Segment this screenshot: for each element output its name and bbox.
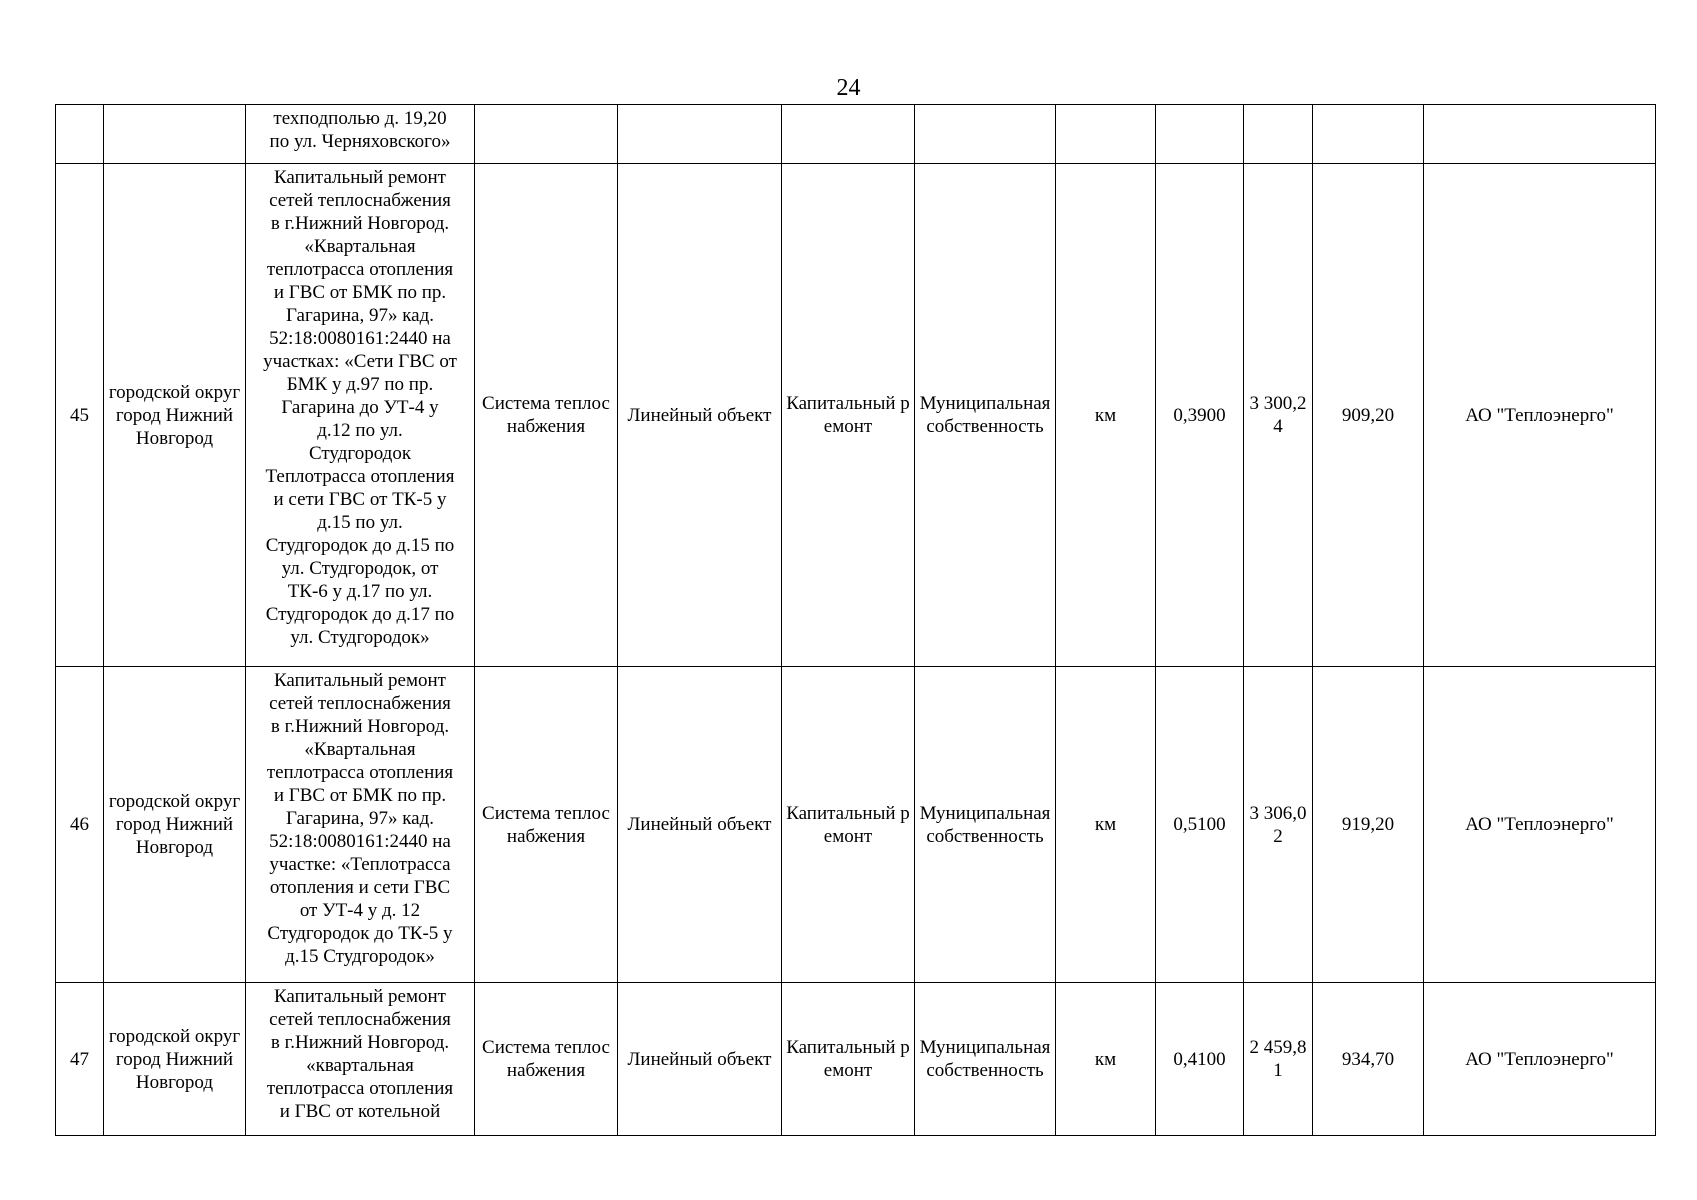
system-cell: Система теплоснабжения (475, 983, 618, 1136)
table-row (56, 667, 1656, 983)
object-name-line: Гагарина до УТ-4 у (281, 397, 439, 418)
object-name-line: д.15 Студгородок» (285, 946, 435, 967)
territory-cell (104, 105, 246, 164)
projects-table (55, 104, 1656, 1136)
object-name-line: сетей теплоснабжения (269, 190, 451, 211)
object-name-line: и ГВС от БМК по пр. (273, 282, 447, 303)
executor-cell: АО "Теплоэнерго" (1424, 983, 1656, 1136)
territory-cell: городской округ город Нижний Новгород (104, 667, 246, 983)
object-name-line: «Квартальная (304, 739, 416, 760)
ownership-cell: Муниципальная собственность (915, 164, 1056, 667)
cost-cell: 3 300,24 (1244, 164, 1313, 667)
length-cell: 0,3900 (1156, 164, 1244, 667)
row-number: 46 (56, 667, 104, 983)
row-number: 47 (56, 983, 104, 1136)
ownership-cell: Муниципальная собственность (915, 667, 1056, 983)
object-name-line: участках: «Сети ГВС от (263, 351, 457, 372)
object-name-line: в г.Нижний Новгород. (270, 213, 450, 234)
object-type-cell: Линейный объект (618, 164, 782, 667)
unit-cell (1056, 105, 1156, 164)
object-name-line: 52:18:0080161:2440 на (269, 328, 451, 349)
table-row (56, 164, 1656, 667)
length-cell: 0,4100 (1156, 983, 1244, 1136)
row-number (56, 105, 104, 164)
executor-cell (1424, 105, 1656, 164)
object-name-line: д.15 по ул. (317, 512, 403, 533)
object-name-line: Капитальный ремонт (273, 986, 446, 1007)
object-name-line: БМК у д.97 по пр. (286, 374, 434, 395)
object-name-line: техподполью д. 19,20 (273, 108, 447, 129)
work-type-cell: Капитальный ремонт (782, 667, 915, 983)
length-cell: 0,5100 (1156, 667, 1244, 983)
object-name-line: и ГВС от БМК по пр. (273, 785, 447, 806)
object-name-line: «квартальная (306, 1055, 414, 1076)
object-name-line: участке: «Теплотрасса (269, 854, 451, 875)
system-cell: Система теплоснабжения (475, 667, 618, 983)
object-name-line: Студгородок до д.15 по (265, 535, 455, 556)
object-name-line: от УТ-4 у д. 12 (299, 900, 421, 921)
object-name-line: Капитальный ремонт (273, 167, 446, 188)
length-cell (1156, 105, 1244, 164)
object-name-line: теплотрасса отопления (266, 1078, 454, 1099)
object-type-cell: Линейный объект (618, 667, 782, 983)
object-name-line: Студгородок до ТК-5 у (267, 923, 453, 944)
row-number: 45 (56, 164, 104, 667)
cost-per-unit-cell: 919,20 (1313, 667, 1424, 983)
object-name-line: «Квартальная (304, 236, 416, 257)
object-name-line: Студгородок до д.17 по (265, 604, 455, 625)
object-name-line: сетей теплоснабжения (269, 693, 451, 714)
cost-per-unit-cell (1313, 105, 1424, 164)
page-number: 24 (836, 75, 861, 101)
table-body (56, 105, 1656, 1136)
cost-cell: 2 459,81 (1244, 983, 1313, 1136)
work-type-cell: Капитальный ремонт (782, 164, 915, 667)
ownership-cell: Муниципальная собственность (915, 983, 1056, 1136)
object-name-line: Студгородок (308, 443, 412, 464)
object-name-line: сетей теплоснабжения (269, 1009, 451, 1030)
object-name-line: Капитальный ремонт (273, 670, 446, 691)
object-type-cell: Линейный объект (618, 983, 782, 1136)
cost-per-unit-cell: 909,20 (1313, 164, 1424, 667)
work-type-cell (782, 105, 915, 164)
object-type-cell (618, 105, 782, 164)
territory-cell: городской округ город Нижний Новгород (104, 164, 246, 667)
system-cell: Система теплоснабжения (475, 164, 618, 667)
unit-cell: км (1056, 164, 1156, 667)
ownership-cell (915, 105, 1056, 164)
object-name-cell (246, 105, 475, 164)
object-name-cell (246, 164, 475, 667)
object-name-line: Гагарина, 97» кад. (286, 808, 434, 829)
cost-cell (1244, 105, 1313, 164)
cost-cell: 3 306,02 (1244, 667, 1313, 983)
object-name-line: и ГВС от котельной (279, 1101, 441, 1122)
object-name-cell (246, 983, 475, 1136)
object-name-line: теплотрасса отопления (266, 259, 454, 280)
object-name-line: в г.Нижний Новгород. (270, 1032, 450, 1053)
object-name-line: ТК-6 у д.17 по ул. (287, 581, 433, 602)
object-name-line: в г.Нижний Новгород. (270, 716, 450, 737)
object-name-line: ул. Студгородок» (290, 627, 430, 648)
table-row (56, 983, 1656, 1136)
work-type-cell: Капитальный ремонт (782, 983, 915, 1136)
unit-cell: км (1056, 667, 1156, 983)
object-name-line: по ул. Черняховского» (269, 131, 451, 152)
object-name-line: 52:18:0080161:2440 на (269, 831, 451, 852)
object-name-line: теплотрасса отопления (266, 762, 454, 783)
executor-cell: АО "Теплоэнерго" (1424, 667, 1656, 983)
object-name-line: д.12 по ул. (317, 420, 403, 441)
object-name-cell (246, 667, 475, 983)
cost-per-unit-cell: 934,70 (1313, 983, 1424, 1136)
system-cell (475, 105, 618, 164)
territory-cell: городской округ город Нижний Новгород (104, 983, 246, 1136)
table-row (56, 105, 1656, 164)
object-name-line: ул. Студгородок, от (281, 558, 439, 579)
object-name-line: и сети ГВС от ТК-5 у (273, 489, 447, 510)
object-name-line: Теплотрасса отопления (265, 466, 455, 487)
executor-cell: АО "Теплоэнерго" (1424, 164, 1656, 667)
object-name-line: отопления и сети ГВС (269, 877, 451, 898)
unit-cell: км (1056, 983, 1156, 1136)
object-name-line: Гагарина, 97» кад. (286, 305, 434, 326)
